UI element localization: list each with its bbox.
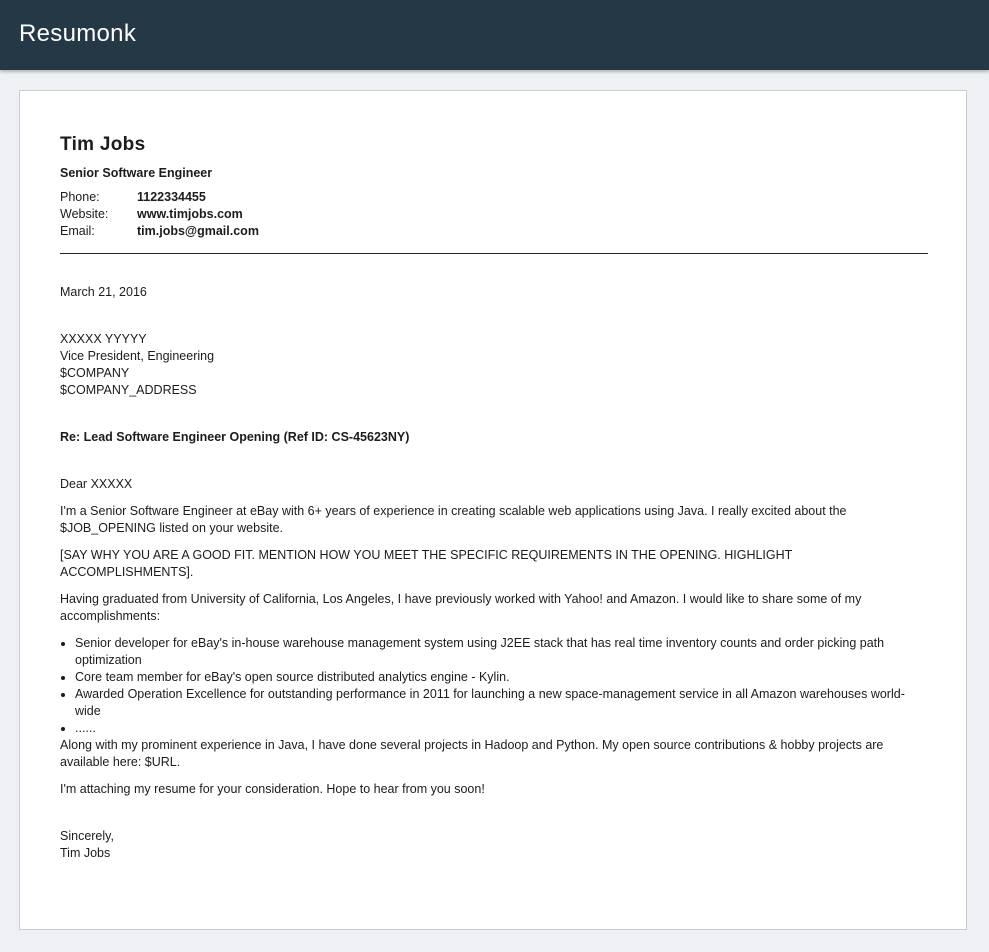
top-bar [0,0,989,70]
list-item: • Awarded Operation Excellence for outstanding performance in 2011 for launching a new space-management service in all Amazon warehouses world-wide [75,686,928,720]
body-paragraph: Along with my prominent experience in Java, I have done several projects in Hadoop and Python. My open source contributions & hobby projects are available here: $URL. [60,738,884,769]
list-item: • ...... [75,720,928,737]
letter-salutation: Dear XXXXX [60,477,133,491]
letter-closing: Sincerely, [60,829,114,843]
applicant-title: Senior Software Engineer [60,166,213,180]
contact-label: Phone: [60,190,100,204]
letter-date: March 21, 2016 [60,285,147,299]
body-paragraph: Having graduated from University of California, Los Angeles, I have previously worked with Yahoo! and Amazon. I would like to share some of my accomplishments: [60,592,862,623]
contact-value: 1122334455 [137,190,206,204]
recipient-title: Vice President, Engineering [60,349,215,363]
recipient-address: $COMPANY_ADDRESS [60,383,197,397]
contact-row-website [60,206,928,223]
body-paragraph: I'm attaching my resume for your consideration. Hope to hear from you soon! [60,782,485,796]
recipient-block [60,331,928,399]
header-divider [60,253,928,254]
letter-signature: Tim Jobs [60,846,111,860]
cover-letter-content [60,133,928,862]
contact-value: www.timjobs.com [137,207,243,221]
contact-value: tim.jobs@gmail.com [137,224,259,238]
contact-row-phone [60,189,928,206]
cover-letter-page [19,90,967,930]
letter-subject: Re: Lead Software Engineer Opening (Ref ID: CS-45623NY) [60,430,410,444]
recipient-name: XXXXX YYYYY [60,332,147,346]
contact-details [60,189,928,240]
contact-label: Email: [60,224,95,238]
body-paragraph: [SAY WHY YOU ARE A GOOD FIT. MENTION HOW YOU MEET THE SPECIFIC REQUIREMENTS IN THE OPENING. HIGHLIGHT ACCOMPLISHMENTS]. [60,548,793,579]
body-paragraph: I'm a Senior Software Engineer at eBay with 6+ years of experience in creating scalable web applications using Java. I really excited about the $JOB_OPENING listed on your website. [60,504,847,535]
contact-label: Website: [60,207,109,221]
list-item: • Senior developer for eBay's in-house warehouse management system using J2EE stack that has real time inventory counts and order picking path optimization [75,635,928,669]
achievements-list [60,635,928,737]
contact-row-email [60,223,928,240]
applicant-name: Tim Jobs [60,134,146,155]
brand-logo[interactable]: Resumonk [19,20,137,47]
recipient-company: $COMPANY [60,366,130,380]
list-item: • Core team member for eBay's open source distributed analytics engine - Kylin. [75,669,928,686]
